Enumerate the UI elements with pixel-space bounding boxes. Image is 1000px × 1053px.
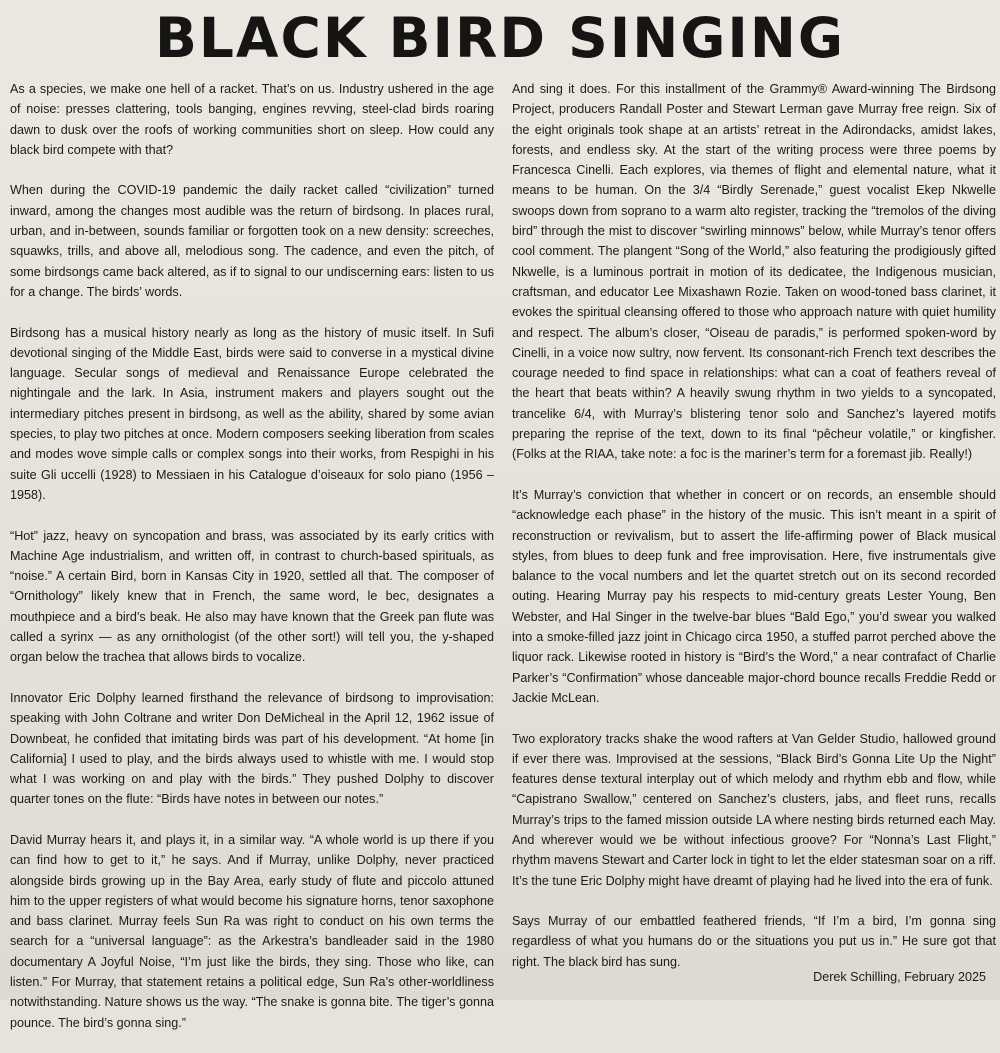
right-column: [512, 79, 996, 992]
paragraph: And sing it does. For this installment of the Grammy® Award-winning The Birdsong Project, producers Randall Poster and Stewart Lerman gave Murray free reign. Six of the eight originals took shape at an artists’ retreat in the Adirondacks, amidst lakes, forests, and endless sky. At the start of the writing process were three poems by Francesca Cinelli. Each explores, via themes of flight and elemental nature, what it means to be human. On the 3/4 “Birdly Serenade,” guest vocalist Ekep Nkwelle swoops down from soprano to a warm alto register, tracking the “tremolos of the diving bird” through the mist to discover “swirling minnows” below, while Murray’s tenor offers cool comment. The plangent “Song of the World,” also featuring the prodigiously gifted Nkwelle, is a luminous portrait in motion of its dedicatee, the Indigenous musician, craftsman, and educator Lee Mixashawn Rozie. Taken on wood-toned bass clarinet, it evokes the spiritual cleansing offered to those who approach nature with quiet humility and respect. The album’s closer, “Oiseau de paradis,” is performed spoken-word by Cinelli, in a voice now sultry, now fervent. Its consonant-rich French text describes the courage needed to find space in relationships: what can a coat of feathers reveal of the heart that beats within? A heavily swung rhythm in two yields to a syncopated, trancelike 6/4, with Murray’s blistering tenor solo and Sanchez’s layered motifs preparing the reprise of the text, down to its final “pêcheur volatile,” or kingfisher. (Folks at the RIAA, take note: a foc is the mariner’s term for a foremast jib. Really!): [512, 82, 996, 462]
paragraph: Innovator Eric Dolphy learned firsthand the relevance of birdsong to improvisation: speaking with John Coltrane and writer Don DeMicheal in the April 12, 1962 issue of Downbeat, he confided that imitating birds was part of his development. “At home [in California] I used to play, and the birds always used to whistle with me. I would stop what I was working on and play with the birds.” They pushed Dolphy to discover quarter tones on the flute: “Birds have notes in between our notes.”: [10, 690, 494, 807]
left-column: [10, 79, 494, 1053]
paragraph: Birdsong has a musical history nearly as long as the history of music itself. In Sufi devotional singing of the Middle East, birds were said to converse in a mystical divine language. Secular songs of medieval and Renaissance Europe celebrated the nightingale and the lark. In Asia, instrument makers and players sought out the intermediary pitches present in birdsong, as well as the ability, shared by some avian species, to play two pitches at once. Modern composers seeking liberation from scales and modes wove simple calls or complex songs into their works, from Respighi in his suite Gli uccelli (1928) to Messiaen in his Catalogue d’oiseaux for solo piano (1956 – 1958).: [10, 325, 494, 502]
page-title: BLACK BIRD SINGING: [154, 6, 846, 70]
paragraph: Two exploratory tracks shake the wood rafters at Van Gelder Studio, hallowed ground if ever there was. Improvised at the sessions, “Black Bird’s Gonna Lite Up the Night” features dense textural interplay out of which melody and rhythm ebb and flow, while “Capistrano Swallow,” centered on Sanchez’s clusters, jabs, and fleet runs, recalls Murray’s trips to the famed mission outside LA where nesting birds returned each May. And wherever would we be without infectious groove? For “Nonna’s Last Flight,” rhythm mavens Stewart and Carter lock in tight to let the elder statesman soar on a riff. It’s the tune Eric Dolphy might have dreamt of playing had he lived into the era of funk.: [512, 731, 996, 888]
paragraph: David Murray hears it, and plays it, in a similar way. “A whole world is up there if you can find how to get to it,” he says. And if Murray, unlike Dolphy, never practiced alongside birds growing up in the Bay Area, early study of flute and piccolo attuned him to the upper registers of what would become his signature horns, tenor saxophone and bass clarinet. Murray feels Sun Ra was right to conduct on his own terms the search for a “universal language”: as the Arkestra’s bandleader said in the 1980 documentary A Joyful Noise, “I’m just like the birds, they sing. Those who like, can listen.” For Murray, that statement retains a political edge, Sun Ra’s other-worldliness notwithstanding. Nature shows us the way. “The snake is gonna bite. The tiger’s gonna pounce. The bird’s gonna sing.”: [10, 832, 494, 1030]
paragraph: It’s Murray’s conviction that whether in concert or on records, an ensemble should “acknowledge each phase” in the history of the music. This isn’t meant in a spirit of reconstruction or revivalism, but to assert the life-affirming power of Black musical styles, from blues to deep funk and free improvisation. Here, five instrumentals give balance to the vocal numbers and let the quartet stretch out on its second recorded outing. Hearing Murray pay his respects to mid-century greats Lester Young, Ben Webster, and Hal Singer in the twelve-bar blues “Bald Ego,” you’d swear you walked into a smoke-filled jazz joint in Chicago circa 1950, a stuffed parrot perched above the liquor rack. Likewise rooted in history is “Bird’s the Word,” a near contrafact of Charlie Parker’s “Confirmation” whose danceable major-chord bounce recalls Freddie Redd or Jackie McLean.: [512, 487, 996, 705]
paragraph: “Hot” jazz, heavy on syncopation and brass, was associated by its early critics with Machine Age industrialism, and written off, in contrast to church-based spirituals, as “noise.” A certain Bird, born in Kansas City in 1920, settled all that. The composer of “Ornithology” likely knew that in French, the same word, le bec, designates a mouthpiece and a bird’s beak. He also may have known that the Greek pan flute was called a syrinx — as any ornithologist (of the other sort!) will tell you, the y-shaped organ below the trachea that allows birds to vocalize.: [10, 528, 494, 665]
author-signature: Derek Schilling, February 2025: [813, 970, 986, 984]
paragraph: When during the COVID-19 pandemic the daily racket called “civilization” turned inward, among the changes most audible was the return of birdsong. In places rural, urban, and in-between, sounds familiar or forgotten took on a new density: screeches, squawks, trills, and above all, melodious song. The cadence, and even the pitch, of some birdsongs came back altered, as if to signal to our undiscerning ears: listen to us for a change. The birds’ words.: [10, 183, 494, 299]
paragraph: As a species, we make one hell of a racket. That’s on us. Industry ushered in the age of noise: presses clattering, tools banging, engines revving, steel-clad birds roaring dawn to dusk over the roofs of working communities short on sleep. How could any black bird compete with that?: [10, 82, 494, 157]
paragraph: Says Murray of our embattled feathered friends, “If I’m a bird, I’m gonna sing regardless of what you humans do or the situations you put us in.” He sure got that right. The black bird has sung.: [512, 914, 996, 969]
